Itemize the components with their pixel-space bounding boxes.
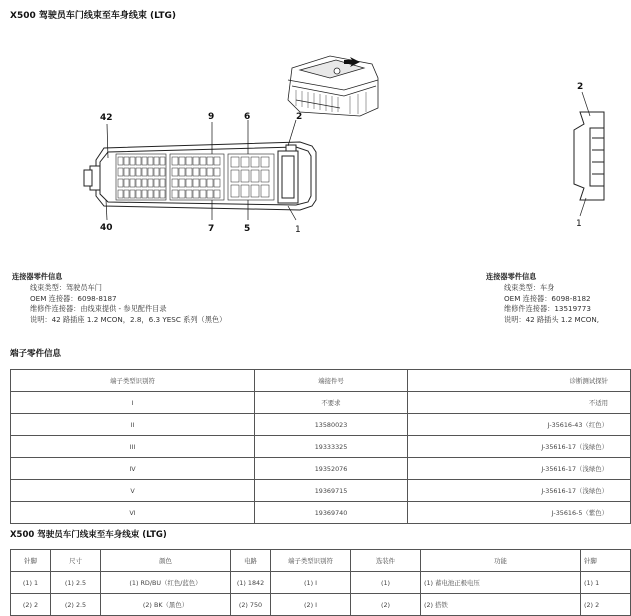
- table-row: [11, 572, 631, 594]
- header-cell: 选装件: [351, 550, 421, 572]
- table-row: [11, 392, 631, 414]
- oem-connector: OEM 连接器：6098-8187: [30, 293, 117, 303]
- table-cell: II: [11, 414, 255, 436]
- header-cell: 端接件号: [255, 370, 408, 392]
- callout-7: 7: [208, 224, 215, 234]
- terminal-table: [10, 369, 631, 524]
- harness-type: 线束类型：车身: [504, 282, 555, 292]
- table-row: [11, 414, 631, 436]
- table-cell: 19369715: [255, 480, 408, 502]
- table-cell: (1) 1: [581, 572, 631, 594]
- callout-1: 1: [295, 225, 301, 235]
- table-cell: 19333325: [255, 436, 408, 458]
- table-cell: VI: [11, 502, 255, 524]
- connector-info-header: 连接器零件信息: [12, 272, 63, 281]
- header-cell: 电路: [231, 550, 271, 572]
- table-cell: V: [11, 480, 255, 502]
- table-cell: (2) I: [271, 594, 351, 616]
- table-cell: (1) RD/BU（红色/蓝色）: [101, 572, 231, 594]
- table-cell: 不适用: [408, 392, 631, 414]
- table-header-row: [11, 550, 631, 572]
- pin-section-title: X500 驾驶员车门线束至车身线束 (LTG): [10, 530, 167, 540]
- connector-drawing: [0, 20, 604, 270]
- table-header-row: [11, 370, 631, 392]
- table-cell: (2) 搭铁: [421, 594, 581, 616]
- header-cell: 端子类型识别符: [271, 550, 351, 572]
- service-connector: 维修件连接器：13519773: [504, 304, 591, 314]
- table-cell: 不要求: [255, 392, 408, 414]
- table-cell: (1): [351, 572, 421, 594]
- table-cell: (1) I: [271, 572, 351, 594]
- terminal-section-title: 端子零件信息: [10, 349, 62, 359]
- connector-3d-view: [288, 56, 378, 116]
- table-cell: J-35616-17（浅绿色）: [408, 458, 631, 480]
- table-cell: (2) BK（黑色）: [101, 594, 231, 616]
- table-cell: (1) 1842: [231, 572, 271, 594]
- harness-type: 线束类型：驾驶员车门: [30, 282, 102, 292]
- table-row: [11, 480, 631, 502]
- table-row: [11, 458, 631, 480]
- connector-diagram: [0, 20, 604, 270]
- pin-grid: [116, 154, 274, 200]
- table-cell: J-35616-5（紫色）: [408, 502, 631, 524]
- table-cell: (1) 2.5: [51, 572, 101, 594]
- callout-right-1: 1: [576, 219, 582, 229]
- callout-right-2: 2: [577, 82, 584, 92]
- table-cell: IV: [11, 458, 255, 480]
- table-cell: 13580023: [255, 414, 408, 436]
- table-row: [11, 436, 631, 458]
- table-cell: III: [11, 436, 255, 458]
- table-cell: J-35616-17（浅绿色）: [408, 436, 631, 458]
- page-title: X500 驾驶员车门线束至车身线束 (LTG): [10, 11, 176, 21]
- callout-42: 42: [100, 113, 113, 123]
- header-cell: 端子类型识别符: [11, 370, 255, 392]
- header-cell: 颜色: [101, 550, 231, 572]
- header-cell: 诊断测试探针: [408, 370, 631, 392]
- pin-table: [10, 549, 631, 616]
- header-cell: 尺寸: [51, 550, 101, 572]
- table-cell: 19369740: [255, 502, 408, 524]
- connector-side-view: [574, 92, 604, 216]
- table-cell: J-35616-43（红色）: [408, 414, 631, 436]
- table-row: [11, 594, 631, 616]
- table-cell: J-35616-17（浅绿色）: [408, 480, 631, 502]
- table-cell: (2) 2: [11, 594, 51, 616]
- table-cell: (1) 1: [11, 572, 51, 594]
- table-cell: (2) 2.5: [51, 594, 101, 616]
- connector-info-header: 连接器零件信息: [486, 272, 537, 281]
- table-cell: 19352076: [255, 458, 408, 480]
- table-cell: I: [11, 392, 255, 414]
- table-cell: (2) 2: [581, 594, 631, 616]
- description: 说明：42 路插座 1.2 MCON，2.8，6.3 YESC 系列（黑色）: [30, 315, 227, 325]
- service-connector: 维修件连接器：由线束提供 - 参见配件目录: [30, 304, 167, 314]
- header-cell: 针脚: [581, 550, 631, 572]
- callout-2: 2: [296, 112, 303, 122]
- table-cell: (2) 750: [231, 594, 271, 616]
- table-cell: (1) 蓄电池正极电压: [421, 572, 581, 594]
- connector-info-left: [12, 272, 226, 326]
- callout-9: 9: [208, 112, 215, 122]
- oem-connector: OEM 连接器：6098-8182: [504, 293, 591, 303]
- header-cell: 功能: [421, 550, 581, 572]
- table-cell: (2): [351, 594, 421, 616]
- header-cell: 针脚: [11, 550, 51, 572]
- description: 说明：42 路插头 1.2 MCON,: [504, 315, 600, 325]
- table-row: [11, 502, 631, 524]
- callout-6: 6: [244, 112, 251, 122]
- callout-40: 40: [100, 223, 113, 233]
- callout-5: 5: [244, 224, 251, 234]
- connector-info-right: [486, 272, 599, 326]
